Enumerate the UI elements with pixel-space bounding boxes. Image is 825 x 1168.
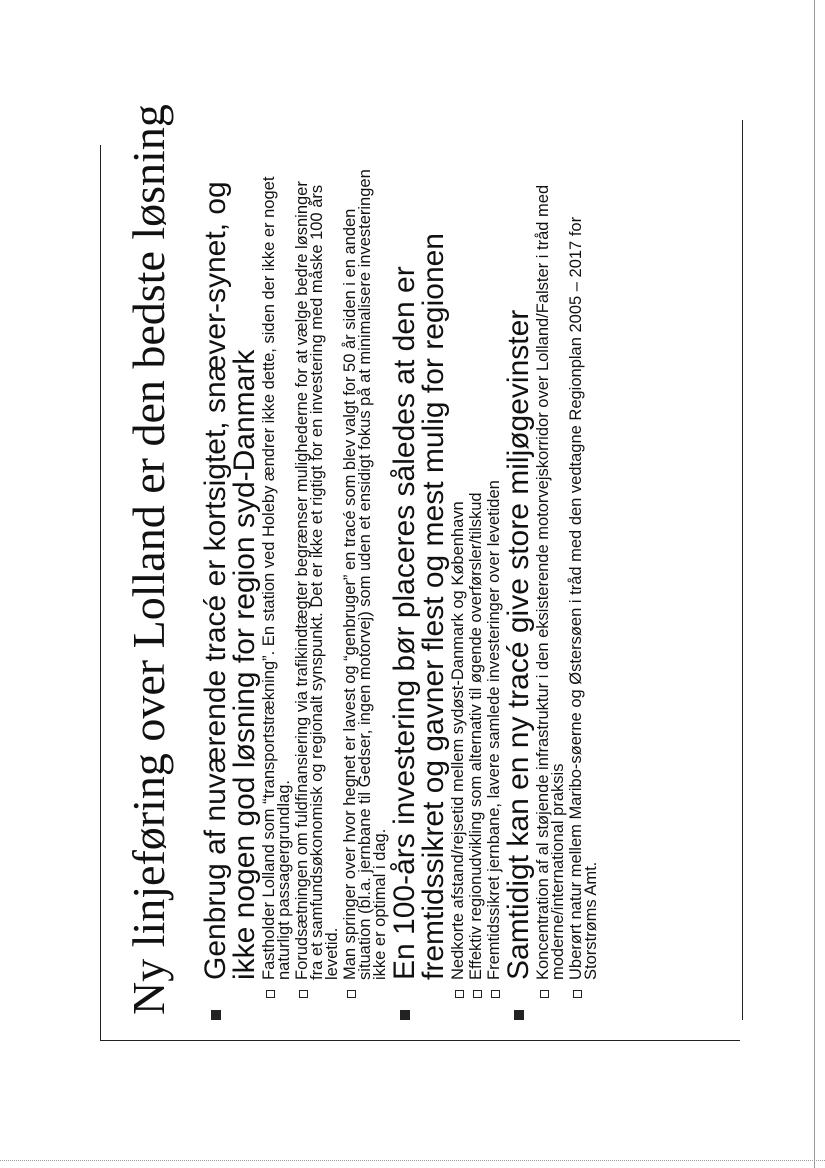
section-heading-text: En 100-års investering bør placeres således at den er fremtidssikret og gavner flest og mest mulig for regionen xyxy=(388,233,450,980)
list-item xyxy=(451,160,466,1040)
list-item-text: Fastholder Lolland som “transportstrækning”. En station ved Holeby ændrer ikke dette, siden der ikke er noget naturligt passagergrundlag. xyxy=(260,176,293,980)
section-heading xyxy=(201,160,259,1040)
section-heading xyxy=(390,160,448,1040)
hollow-square-bullet-icon xyxy=(347,990,356,998)
list-item xyxy=(569,160,599,1040)
rotated-slide xyxy=(104,104,729,1040)
hollow-square-bullet-icon xyxy=(491,990,500,998)
list-item xyxy=(262,160,292,1040)
hollow-square-bullet-icon xyxy=(455,990,464,998)
slide-frame-left xyxy=(100,145,101,1040)
slide-title: Ny linjeføring over Lolland er den bedste løsning xyxy=(123,104,174,1015)
square-bullet-icon xyxy=(400,1010,410,1020)
list-item-text: Man springer over hvor hegnet er lavest og “genbruger” en tracé som blev valgt for 50 år siden i en anden situation (bl.a. jernbane til Gedser, ingen motorvej) som uden et ensidigt fokus på at minimalisere investeringen ikke er optimal i dag. xyxy=(341,169,389,980)
section-heading-text: Genbrug af nuværende tracé er kortsigtet, snæver-synet, og ikke nogen god løsning for region syd-Danmark xyxy=(199,181,261,980)
scan-edge-bottom xyxy=(0,1160,825,1163)
hollow-square-bullet-icon xyxy=(473,990,482,998)
section-heading xyxy=(504,160,533,1040)
list-item xyxy=(487,160,502,1040)
section-heading-text: Samtidigt kan en ny tracé give store miljøgevinster xyxy=(502,309,535,980)
list-item-text: Fremtidssikret jernbane, lavere samlede investeringer over levetiden xyxy=(485,480,503,980)
square-bullet-icon xyxy=(514,1010,524,1020)
list-item-text: Nedkorte afstand/rejsetid mellem sydøst-Danmark og København xyxy=(449,501,467,980)
slide-content xyxy=(199,160,599,1040)
list-item-text: Forudsætningen om fuldfinansiering via trafikindtægter begrænser mulighederne for at vælge bedre løsninger fra et samfundsøkonomisk og regionalt synspunkt. Det er ikke et rigtigt for en investering med måske 100 års levetid. xyxy=(293,181,341,980)
scan-edge-right xyxy=(814,0,815,1168)
hollow-square-bullet-icon xyxy=(299,990,308,998)
hollow-square-bullet-icon xyxy=(573,990,582,998)
slide-frame-bottom xyxy=(100,1040,740,1041)
hollow-square-bullet-icon xyxy=(266,990,275,998)
list-item-text: Koncentration af al støjende infrastruktur i den eksisterende motorvejskorridor over Lolland/Falster i tråd med moderne/international praksis xyxy=(534,184,567,980)
list-item xyxy=(469,160,484,1040)
slide-frame-right xyxy=(742,120,743,1020)
list-item xyxy=(536,160,566,1040)
list-item xyxy=(343,160,388,1040)
hollow-square-bullet-icon xyxy=(540,990,549,998)
square-bullet-icon xyxy=(211,1010,221,1020)
list-item-text: Uberørt natur mellem Maribo-søerne og Østersøen i tråd med den vedtagne Regionplan 2005 – 2017 for Storstrøms Amt. xyxy=(567,216,600,980)
list-item-text: Effektiv regionudvikling som alternativ til øgende overførsler/tilskud xyxy=(467,492,485,980)
list-item xyxy=(295,160,340,1040)
